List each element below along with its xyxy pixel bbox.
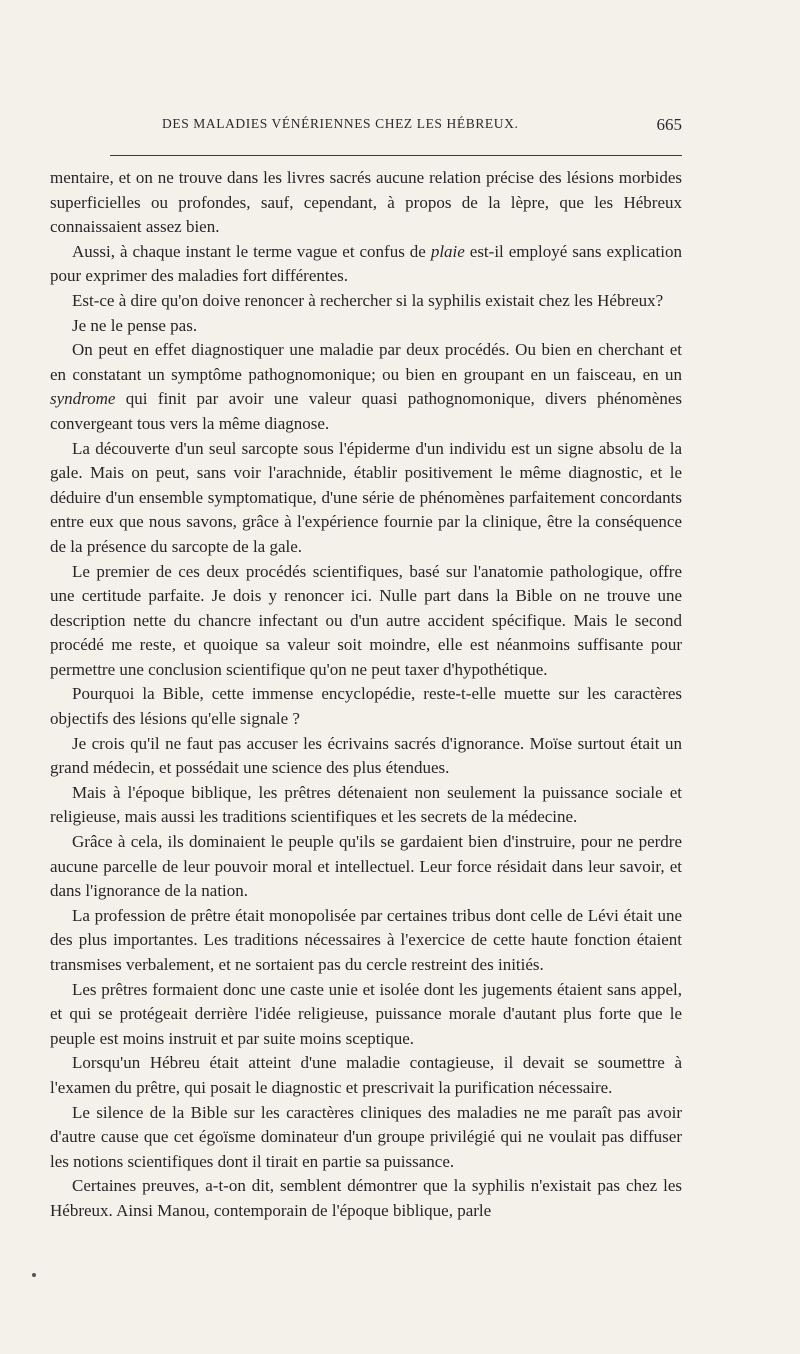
header-rule — [110, 155, 682, 156]
text-run: Mais à l'époque biblique, les prêtres détenaient non seulement la puissance sociale et religieuse, mais aussi les traditions scientifiques et les secrets de la médecine. — [50, 782, 682, 827]
text-run: Certaines preuves, a-t-on dit, semblent démontrer que la syphilis n'existait pas chez les Hébreux. Ainsi Manou, contemporain de l'époque biblique, parle — [50, 1176, 682, 1220]
text-run: Aussi, à chaque instant le terme vague et confus de — [72, 241, 431, 261]
body-text — [50, 166, 682, 1224]
paragraph — [50, 166, 682, 240]
paragraph — [50, 830, 682, 904]
text-run: mentaire, et on ne trouve dans les livres sacrés aucune relation précise des lésions morbides superficielles ou profondes, sauf, cependant, à propos de la lèpre, que les Hébreux connaissaient assez bien. — [50, 168, 682, 237]
paragraph — [50, 338, 682, 436]
text-run: Les prêtres formaient donc une caste unie et isolée dont les jugements étaient sans appel, et qui se protégeait derrière l'idée religieuse, puissance morale d'autant plus forte que le peuple est moins instruit et par suite moins sceptique. — [50, 979, 682, 1048]
text-run: Le silence de la Bible sur les caractères cliniques des maladies ne me paraît pas avoir d'autre cause que cet égoïsme dominateur d'un groupe privilégié qui ne voulait pas diffuser les notions scientifiques dont il tirait en partie sa puissance. — [50, 1102, 682, 1171]
text-run: Je crois qu'il ne faut pas accuser les écrivains sacrés d'ignorance. Moïse surtout était un grand médecin, et possédait une science des plus étendues. — [50, 733, 682, 778]
page-header — [112, 116, 682, 138]
paragraph — [50, 314, 682, 339]
paragraph — [50, 978, 682, 1052]
paragraph — [50, 1051, 682, 1100]
text-run: On peut en effet diagnostiquer une maladie par deux procédés. Ou bien en cherchant et en constatant un symptôme pathognomonique; ou bien en groupant en un faisceau, en un — [50, 340, 682, 384]
text-run: qui finit par avoir une valeur quasi pathognomonique, divers phénomènes convergeant tous vers la même diagnose. — [50, 389, 682, 433]
paragraph — [50, 682, 682, 731]
running-title: DES MALADIES VÉNÉRIENNES CHEZ LES HÉBREUX. — [162, 116, 519, 131]
text-run: La découverte d'un seul sarcopte sous l'épiderme d'un individu est un signe absolu de la gale. Mais on peut, sans voir l'arachnide, établir positivement le même diagnostic, et le déduire d'un ensemble symptomatique, d'une série de phénomènes parfaitement concordants entre eux que nous savons, grâce à l'expérience fournie par la clinique, être la conséquence de la présence du sarcopte de la gale. — [50, 438, 682, 556]
paragraph — [50, 1174, 682, 1223]
text-run: Pourquoi la Bible, cette immense encyclopédie, reste-t-elle muette sur les caractères objectifs des lésions qu'elle signale ? — [50, 684, 682, 729]
paragraph — [50, 289, 682, 314]
page-number: 665 — [656, 115, 682, 134]
italic-term: plaie — [430, 241, 465, 261]
text-run: Lorsqu'un Hébreu était atteint d'une maladie contagieuse, il devait se soumettre à l'examen du prêtre, qui posait le diagnostic et prescrivait la purification nécessaire. — [50, 1053, 682, 1097]
text-run: La profession de prêtre était monopolisée par certaines tribus dont celle de Lévi était une des plus importantes. Les traditions nécessaires à l'exercice de cette haute fonction étaient transmises verbalement, et ne sortaient pas du cercle restreint des initiés. — [50, 905, 682, 974]
margin-dot — [32, 1273, 36, 1277]
paragraph — [50, 904, 682, 978]
paragraph — [50, 1101, 682, 1175]
paragraph — [50, 560, 682, 683]
text-run: Le premier de ces deux procédés scientifiques, basé sur l'anatomie pathologique, offre une certitude parfaite. Je dois y renoncer ici. Nulle part dans la Bible on ne trouve une description nette du chancre infectant ou d'un autre accident spécifique. Mais le second procédé me reste, et quoique sa valeur soit moindre, elle est néanmoins suffisante pour permettre une conclusion scientifique qu'on ne peut taxer d'hypothétique. — [50, 561, 682, 679]
text-run: Est-ce à dire qu'on doive renoncer à rechercher si la syphilis existait chez les Hébreux? — [72, 290, 664, 310]
text-run: Je ne le pense pas. — [72, 315, 198, 335]
text-run: est-il employé sans explication pour exprimer des maladies fort différentes. — [50, 241, 682, 286]
italic-term: syndrome — [50, 389, 116, 409]
text-run: Grâce à cela, ils dominaient le peuple qu'ils se gardaient bien d'instruire, pour ne perdre aucune parcelle de leur pouvoir moral et intellectuel. Leur force résidait dans leur savoir, et dans l'ignorance de la nation. — [50, 832, 682, 901]
paragraph — [50, 781, 682, 830]
paragraph — [50, 732, 682, 781]
paragraph — [50, 437, 682, 560]
paragraph — [50, 240, 682, 289]
